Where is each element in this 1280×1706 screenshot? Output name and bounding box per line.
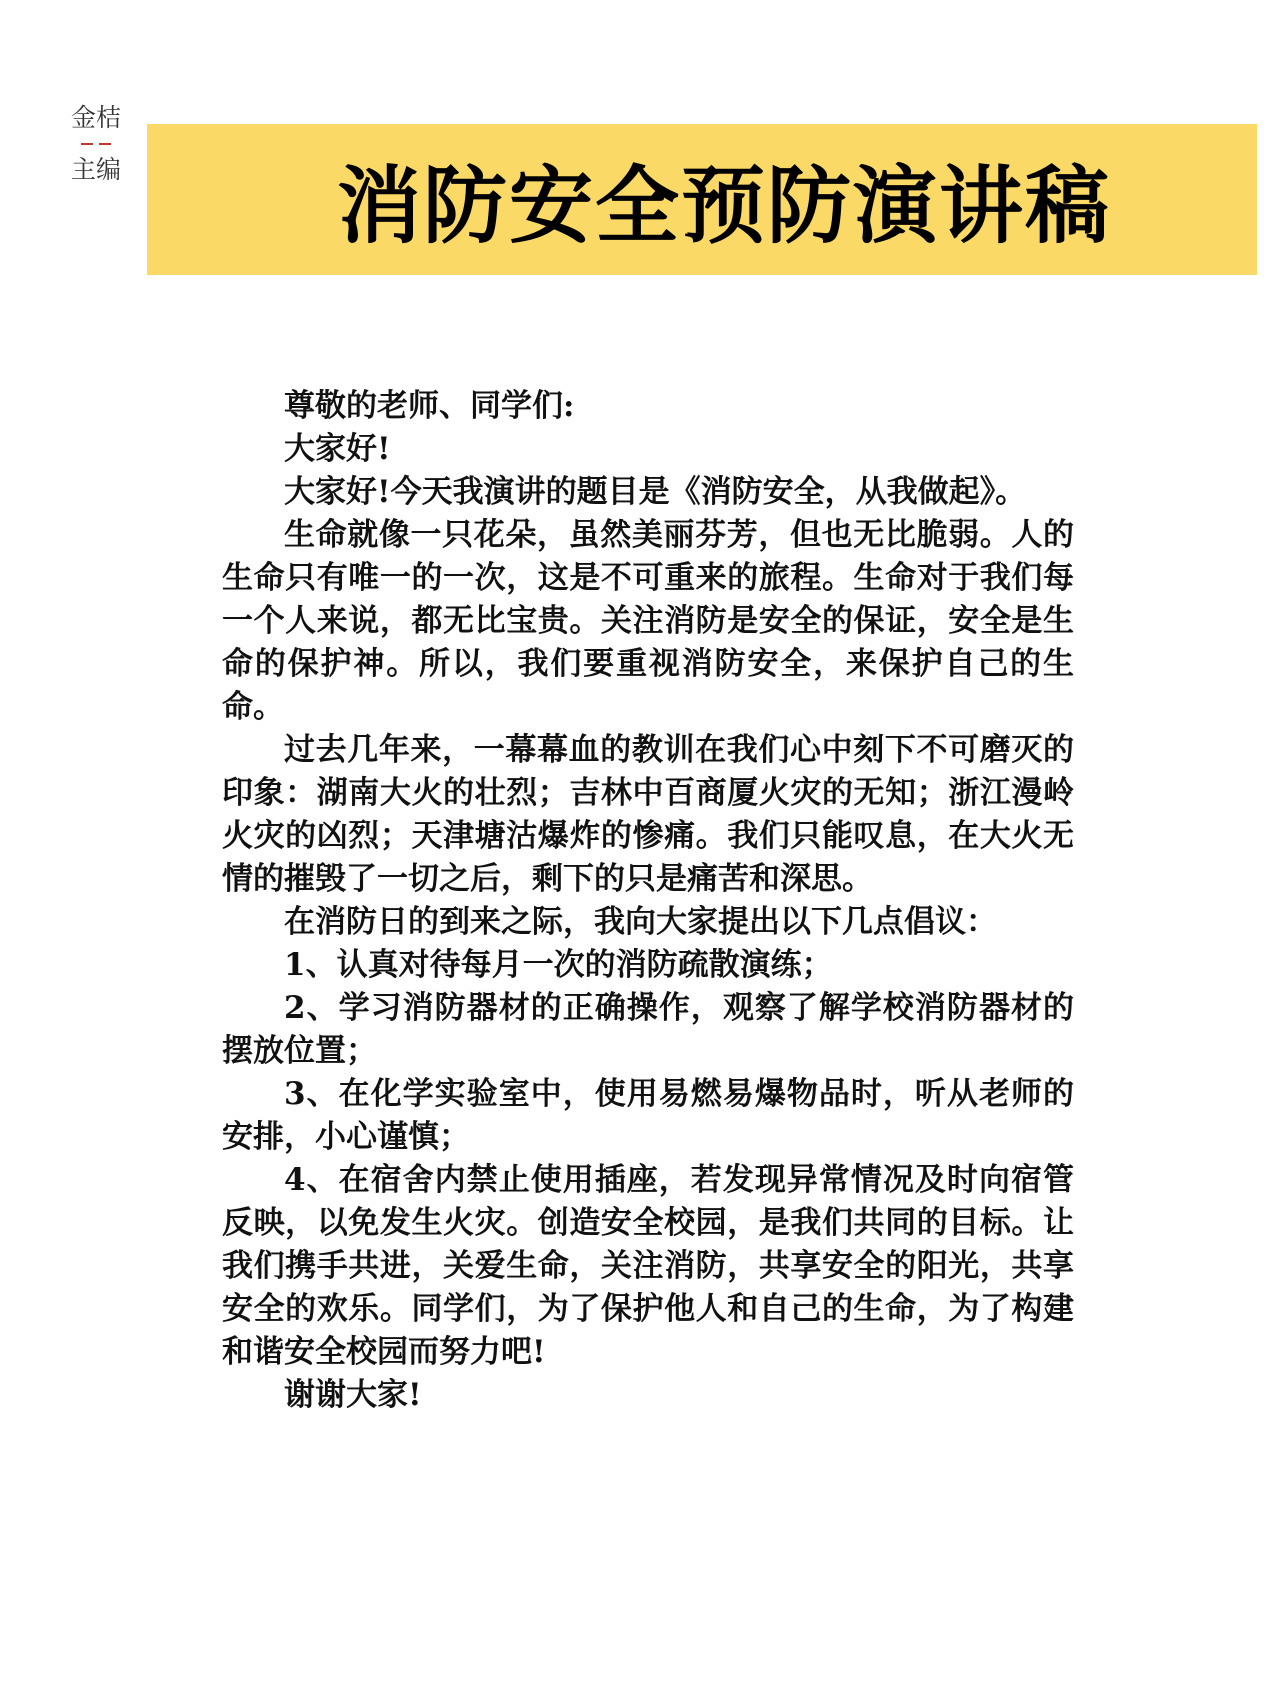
editor-divider [66, 143, 126, 145]
editor-tag [66, 103, 126, 185]
body-paragraph: 生命就像一只花朵，虽然美丽芬芳，但也无比脆弱。人的生命只有唯一的一次，这是不可重来的旅程。生命对于我们每一个人来说，都无比宝贵。关注消防是安全的保证，安全是生命的保护神。所以，我们要重视消防安全，来保护自己的生命。 [222, 517, 1074, 725]
document-title: 消防安全预防演讲稿 [337, 156, 1112, 255]
speech-body [222, 385, 1074, 1417]
proposal-item: 1、认真对待每月一次的消防疏散演练； [284, 947, 833, 983]
proposal-intro: 在消防日的到来之际，我向大家提出以下几点倡议： [284, 904, 997, 940]
proposal-item: 2、学习消防器材的正确操作，观察了解学校消防器材的摆放位置； [222, 990, 1074, 1069]
greeting: 大家好! [284, 431, 391, 467]
divider-dash [99, 143, 111, 145]
topic-intro: 大家好!今天我演讲的题目是《消防安全，从我做起》。 [284, 474, 1027, 510]
editor-name: 金桔 [70, 103, 121, 132]
closing: 谢谢大家! [284, 1377, 422, 1413]
proposal-item: 3、在化学实验室中，使用易燃易爆物品时，听从老师的安排，小心谨慎； [222, 1076, 1074, 1155]
editor-role: 主编 [70, 155, 121, 184]
proposal-item: 4、在宿舍内禁止使用插座，若发现异常情况及时向宿管反映，以免发生火灾。创造安全校园，是我们共同的目标。让我们携手共进，关爱生命，关注消防，共享安全的阳光，共享安全的欢乐。同学们，为了保护他人和自己的生命，为了构建和谐安全校园而努力吧! [222, 1162, 1074, 1370]
title-band [147, 124, 1257, 275]
salutation: 尊敬的老师、同学们: [284, 388, 575, 424]
body-paragraph: 过去几年来，一幕幕血的教训在我们心中刻下不可磨灭的印象：湖南大火的壮烈；吉林中百商厦火灾的无知；浙江漫岭火灾的凶烈；天津塘沽爆炸的惨痛。我们只能叹息，在大火无情的摧毁了一切之后，剩下的只是痛苦和深思。 [222, 732, 1074, 897]
divider-dash [81, 143, 93, 145]
